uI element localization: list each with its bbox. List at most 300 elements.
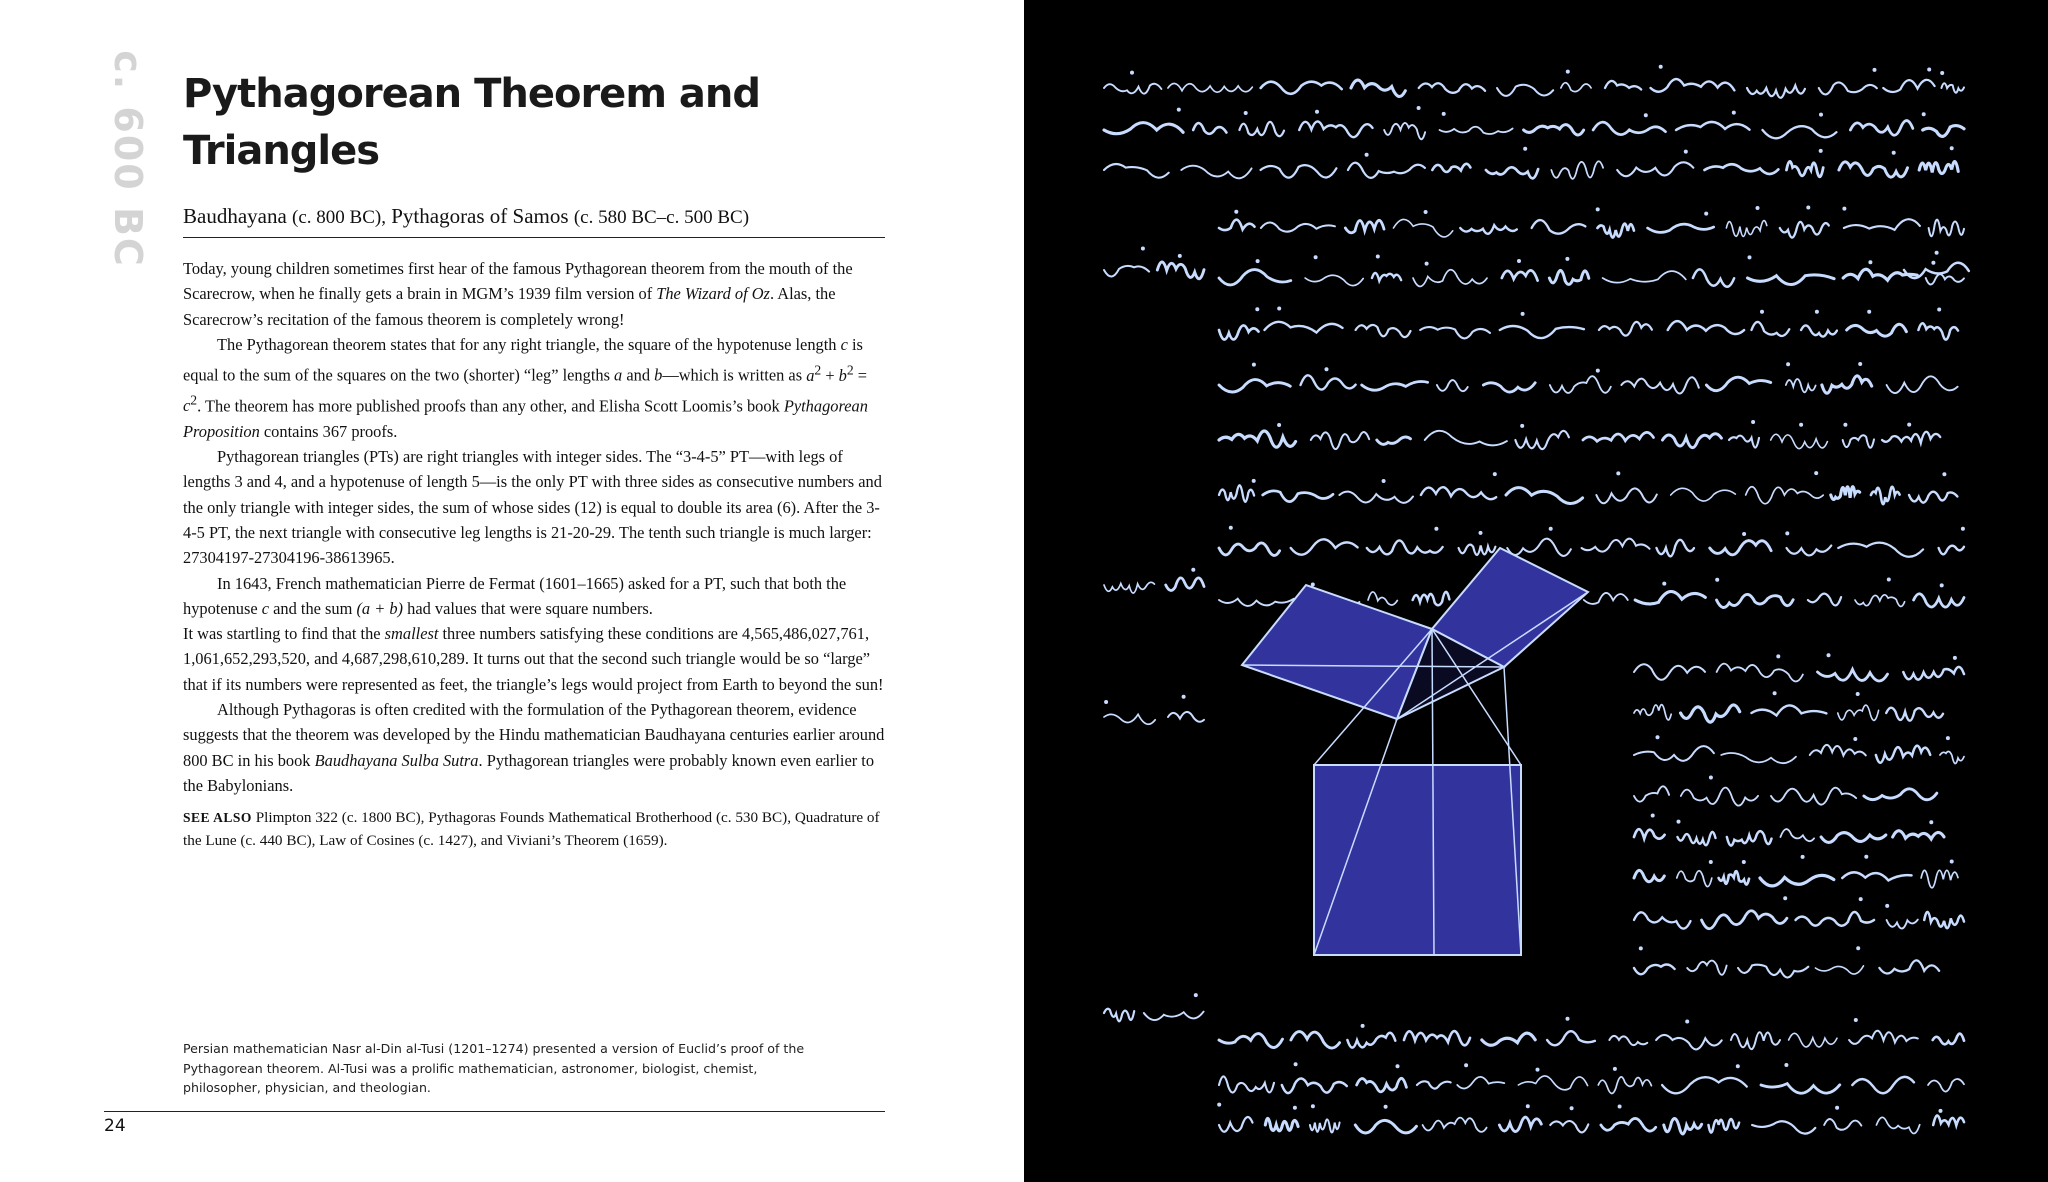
eq-b: b bbox=[838, 365, 847, 385]
script-stroke bbox=[1721, 753, 1796, 763]
script-stroke bbox=[1677, 832, 1715, 845]
script-stroke bbox=[1926, 274, 1964, 284]
text-run: . Alas, the Scarecrow’s recitation of the famous theorem is completely wrong! bbox=[183, 284, 836, 329]
script-dot bbox=[1842, 207, 1846, 211]
script-stroke bbox=[1356, 325, 1411, 337]
script-stroke bbox=[1819, 82, 1877, 94]
script-stroke bbox=[1843, 435, 1874, 448]
script-dot bbox=[1526, 1104, 1530, 1108]
script-stroke bbox=[1719, 871, 1749, 884]
script-dot bbox=[1277, 423, 1281, 427]
script-dot bbox=[1566, 70, 1570, 74]
script-dot bbox=[1684, 150, 1688, 154]
page-title bbox=[183, 66, 823, 180]
script-stroke bbox=[1752, 1121, 1815, 1133]
script-dot bbox=[1182, 695, 1186, 699]
script-stroke bbox=[1104, 123, 1183, 134]
script-stroke bbox=[1914, 594, 1964, 607]
script-stroke bbox=[1261, 82, 1342, 94]
script-stroke bbox=[1459, 545, 1496, 555]
text-run: had values that were square numbers. bbox=[403, 598, 653, 618]
script-stroke bbox=[1593, 122, 1665, 134]
script-stroke bbox=[1351, 80, 1405, 96]
text-run: The Pythagorean theorem states that for any right triangle, the square of the hypotenuse length bbox=[217, 334, 841, 354]
script-stroke bbox=[1850, 121, 1912, 136]
film-title: The Wizard of Oz bbox=[656, 284, 770, 304]
script-stroke bbox=[1831, 487, 1860, 500]
script-dot bbox=[1662, 582, 1666, 586]
script-stroke bbox=[1929, 220, 1964, 237]
script-stroke bbox=[1483, 383, 1535, 392]
script-dot bbox=[1931, 261, 1935, 265]
script-dot bbox=[1799, 423, 1803, 427]
attribution bbox=[183, 204, 883, 229]
script-stroke bbox=[1372, 273, 1401, 281]
script-stroke bbox=[1634, 870, 1664, 881]
script-stroke bbox=[1193, 123, 1226, 134]
script-stroke bbox=[1810, 745, 1866, 756]
person-2-name: Pythagoras of Samos bbox=[391, 204, 569, 228]
script-stroke bbox=[1923, 126, 1964, 137]
text-run: . Pythagorean triangles were probably known even earlier to the Babylonians. bbox=[183, 750, 875, 795]
script-dot bbox=[1892, 151, 1896, 155]
script-dot bbox=[1425, 262, 1429, 266]
script-dot bbox=[1736, 1064, 1740, 1068]
script-dot bbox=[1596, 207, 1600, 211]
script-stroke bbox=[1339, 492, 1413, 503]
script-dot bbox=[1704, 212, 1708, 216]
script-stroke bbox=[1355, 1120, 1416, 1133]
script-stroke bbox=[1656, 1035, 1722, 1049]
script-dot bbox=[1256, 259, 1260, 263]
script-stroke bbox=[1671, 488, 1736, 501]
script-stroke bbox=[1437, 380, 1468, 391]
script-dot bbox=[1194, 993, 1198, 997]
emphasis: smallest bbox=[384, 624, 439, 644]
script-dot bbox=[1715, 578, 1719, 582]
script-dot bbox=[1479, 531, 1483, 535]
script-stroke bbox=[1933, 1034, 1964, 1045]
script-stroke bbox=[1706, 377, 1770, 390]
script-dot bbox=[1417, 106, 1421, 110]
script-dot bbox=[1234, 210, 1238, 214]
math-var-c: c bbox=[840, 334, 848, 354]
script-stroke bbox=[1104, 1009, 1134, 1022]
math-var-a: a bbox=[614, 365, 623, 385]
script-stroke bbox=[1239, 122, 1284, 136]
script-dot bbox=[1396, 1064, 1400, 1068]
script-dot bbox=[1873, 68, 1877, 72]
script-stroke bbox=[1311, 432, 1369, 449]
script-stroke bbox=[1104, 84, 1161, 94]
script-stroke bbox=[1838, 543, 1923, 557]
script-dot bbox=[1709, 860, 1713, 864]
script-stroke bbox=[1219, 270, 1291, 285]
script-dot bbox=[1950, 860, 1954, 864]
script-stroke bbox=[1634, 964, 1675, 974]
script-dot bbox=[1191, 568, 1195, 572]
script-stroke bbox=[1104, 266, 1149, 277]
text-run: Although Pythagoras is often credited with the formulation of the Pythagorean theorem, evidence suggests that the theorem was developed by the Hindu mathematician Baudhayana centuries earlier around 800 BC in his book bbox=[183, 699, 885, 770]
page-number: 24 bbox=[104, 1116, 126, 1136]
script-stroke bbox=[1583, 432, 1654, 441]
script-stroke bbox=[1708, 1119, 1739, 1132]
script-dot bbox=[1255, 307, 1259, 311]
chapter-date: c. 600 BC bbox=[106, 50, 150, 268]
script-stroke bbox=[1157, 262, 1204, 279]
person-1-name: Baudhayana bbox=[183, 204, 287, 228]
script-stroke bbox=[1634, 912, 1691, 928]
script-dot bbox=[1549, 527, 1553, 531]
script-stroke bbox=[1420, 327, 1490, 338]
script-stroke bbox=[1305, 275, 1363, 285]
text-run: Today, young children sometimes first hear of the famous Pythagorean theorem from the mouth of the Scarecrow, when he finally gets a brain in MGM’s 1939 film version of bbox=[183, 259, 853, 304]
script-dot bbox=[1656, 735, 1660, 739]
script-stroke bbox=[1747, 275, 1834, 285]
script-stroke bbox=[1710, 541, 1771, 555]
script-stroke bbox=[1440, 127, 1513, 134]
script-stroke bbox=[1771, 788, 1856, 805]
script-dot bbox=[1644, 113, 1648, 117]
script-stroke bbox=[1648, 224, 1714, 232]
script-dot bbox=[1748, 255, 1752, 259]
script-dot bbox=[1953, 656, 1957, 660]
script-dot bbox=[1493, 472, 1497, 476]
script-stroke bbox=[1746, 487, 1823, 504]
math-var-b: b bbox=[654, 365, 663, 385]
script-dot bbox=[1382, 479, 1386, 483]
math-sum: (a + b) bbox=[356, 598, 404, 618]
script-stroke bbox=[1621, 377, 1698, 393]
script-stroke bbox=[1796, 912, 1874, 926]
math-var-c: c bbox=[261, 598, 270, 618]
script-stroke bbox=[1219, 1117, 1253, 1132]
script-stroke bbox=[1457, 1077, 1504, 1089]
script-dot bbox=[1776, 654, 1780, 658]
script-dot bbox=[1677, 820, 1681, 824]
script-dot bbox=[1523, 147, 1527, 151]
script-dot bbox=[1311, 1104, 1315, 1108]
script-dot bbox=[1867, 310, 1871, 314]
script-dot bbox=[1294, 1062, 1298, 1066]
script-stroke bbox=[1515, 431, 1569, 449]
script-stroke bbox=[1634, 705, 1671, 720]
script-stroke bbox=[1291, 539, 1358, 554]
script-stroke bbox=[1879, 960, 1939, 973]
script-stroke bbox=[1787, 546, 1832, 556]
script-stroke bbox=[1883, 80, 1934, 92]
script-dot bbox=[1783, 896, 1787, 900]
script-stroke bbox=[1261, 222, 1335, 231]
script-dot bbox=[1853, 737, 1857, 741]
script-dot bbox=[1751, 420, 1755, 424]
script-dot bbox=[1613, 1067, 1617, 1071]
script-dot bbox=[1814, 471, 1818, 475]
see-also-label: SEE ALSO bbox=[183, 810, 252, 826]
script-stroke bbox=[1909, 492, 1957, 503]
script-stroke bbox=[1423, 1118, 1487, 1132]
script-dot bbox=[1565, 257, 1569, 261]
script-dot bbox=[1424, 210, 1428, 214]
script-stroke bbox=[1918, 323, 1958, 339]
footer-rule bbox=[104, 1111, 885, 1112]
script-dot bbox=[1942, 472, 1946, 476]
script-stroke bbox=[1549, 270, 1588, 284]
script-dot bbox=[1885, 904, 1889, 908]
script-stroke bbox=[1656, 540, 1694, 557]
script-stroke bbox=[1903, 667, 1964, 680]
script-stroke bbox=[1377, 437, 1411, 444]
script-dot bbox=[1434, 527, 1438, 531]
script-stroke bbox=[1761, 1084, 1840, 1094]
script-dot bbox=[1843, 423, 1847, 427]
script-stroke bbox=[1609, 1036, 1647, 1045]
paragraph-1 bbox=[183, 256, 885, 332]
script-dot bbox=[1929, 820, 1933, 824]
script-stroke bbox=[1584, 593, 1628, 604]
script-dot bbox=[1177, 108, 1181, 112]
script-stroke bbox=[1432, 164, 1470, 172]
script-stroke bbox=[1299, 121, 1372, 137]
script-stroke bbox=[1815, 966, 1863, 974]
script-dot bbox=[1521, 312, 1525, 316]
hypotenuse-square bbox=[1314, 765, 1521, 955]
script-dot bbox=[1935, 251, 1939, 255]
script-stroke bbox=[1876, 1117, 1919, 1133]
script-stroke bbox=[1599, 322, 1652, 336]
script-stroke bbox=[1547, 1031, 1595, 1045]
script-stroke bbox=[1261, 165, 1337, 177]
script-dot bbox=[1217, 1103, 1221, 1107]
script-stroke bbox=[1500, 326, 1584, 338]
script-stroke bbox=[1219, 220, 1255, 230]
script-dot bbox=[1732, 111, 1736, 115]
script-dot bbox=[1815, 310, 1819, 314]
script-stroke bbox=[1702, 911, 1787, 929]
script-dot bbox=[1570, 1106, 1574, 1110]
script-stroke bbox=[1219, 380, 1290, 392]
script-dot bbox=[1229, 526, 1233, 530]
manuscript-illustration bbox=[1024, 0, 2048, 1182]
script-stroke bbox=[1499, 1117, 1541, 1131]
script-stroke bbox=[1664, 1118, 1702, 1133]
script-stroke bbox=[1597, 224, 1633, 238]
pythagorean-proof-diagram bbox=[1242, 548, 1588, 955]
paragraph-3: Pythagorean triangles (PTs) are right triangles with integer sides. The “3-4-5” PT—with legs of lengths 3 and 4, and a hypotenuse of length 5—is the only PT with three sides as consecutive numbers and the only triangle with integer sides, the sum of whose sides (12) is equal to double its area (6). After the 3-4-5 PT, the next triangle with consecutive leg lengths is 21-20-29. The tenth such triangle is much larger: 27304197-27304196-38613965. bbox=[183, 447, 882, 568]
text-run: In 1643, French mathematician Pierre de Fermat (1601–1665) asked for a PT, such that both the hypotenuse bbox=[183, 573, 847, 618]
script-stroke bbox=[1871, 487, 1900, 504]
script-dot bbox=[1819, 113, 1823, 117]
script-stroke bbox=[1310, 1119, 1340, 1132]
script-dot bbox=[1940, 71, 1944, 75]
script-stroke bbox=[1425, 431, 1507, 446]
script-dot bbox=[1252, 479, 1256, 483]
script-dot bbox=[1858, 362, 1862, 366]
script-stroke bbox=[1747, 86, 1805, 98]
paragraph-5 bbox=[183, 621, 885, 697]
title-line-2: Triangles bbox=[183, 128, 380, 174]
script-stroke bbox=[1676, 122, 1749, 130]
script-stroke bbox=[1855, 595, 1905, 607]
eq-c: c bbox=[183, 396, 191, 416]
script-stroke bbox=[1605, 81, 1641, 90]
script-stroke bbox=[1417, 1081, 1451, 1088]
script-stroke bbox=[1550, 1121, 1588, 1132]
script-stroke bbox=[1181, 166, 1251, 179]
script-stroke bbox=[1786, 161, 1823, 176]
script-stroke bbox=[1168, 83, 1252, 92]
script-dot bbox=[1742, 860, 1746, 864]
script-stroke bbox=[1460, 225, 1517, 234]
script-dot bbox=[1819, 149, 1823, 153]
script-dot bbox=[1596, 369, 1600, 373]
script-dot bbox=[1827, 653, 1831, 657]
script-stroke bbox=[1368, 592, 1397, 605]
script-stroke bbox=[1771, 434, 1828, 448]
script-stroke bbox=[1681, 788, 1758, 806]
script-dot bbox=[1950, 146, 1954, 150]
script-stroke bbox=[1852, 1077, 1914, 1093]
script-dot bbox=[1927, 68, 1931, 72]
script-stroke bbox=[1821, 833, 1886, 843]
script-stroke bbox=[1824, 1119, 1861, 1130]
script-dot bbox=[1651, 814, 1655, 818]
script-stroke bbox=[1166, 578, 1204, 591]
script-stroke bbox=[1847, 324, 1907, 336]
see-also bbox=[183, 807, 885, 852]
script-stroke bbox=[1808, 594, 1841, 606]
script-dot bbox=[1178, 254, 1182, 258]
script-dot bbox=[1639, 946, 1643, 950]
script-dot bbox=[1854, 1018, 1858, 1022]
script-stroke bbox=[1168, 712, 1204, 722]
script-stroke bbox=[1864, 789, 1937, 800]
book-title: Baudhayana Sulba Sutra bbox=[314, 750, 479, 770]
script-stroke bbox=[1550, 376, 1611, 393]
script-stroke bbox=[1219, 485, 1254, 502]
script-stroke bbox=[1291, 1032, 1340, 1048]
script-stroke bbox=[1357, 1078, 1407, 1092]
script-stroke bbox=[1104, 164, 1169, 178]
book-title: Pythagorean Proposition bbox=[183, 396, 868, 441]
script-dot bbox=[1961, 527, 1965, 531]
script-stroke bbox=[1751, 322, 1789, 336]
script-dot bbox=[1442, 112, 1446, 116]
script-stroke bbox=[1301, 375, 1356, 389]
script-stroke bbox=[1818, 669, 1888, 681]
script-stroke bbox=[1762, 126, 1836, 138]
script-stroke bbox=[1219, 543, 1280, 556]
script-dot bbox=[1742, 532, 1746, 536]
script-stroke bbox=[1634, 664, 1705, 680]
script-stroke bbox=[1940, 751, 1964, 763]
script-dot bbox=[1784, 1063, 1788, 1067]
script-dot bbox=[1856, 692, 1860, 696]
script-dot bbox=[1384, 1105, 1388, 1109]
script-stroke bbox=[1933, 1116, 1964, 1126]
script-stroke bbox=[1893, 831, 1944, 839]
eq-exp: 2 bbox=[190, 392, 198, 408]
script-stroke bbox=[1264, 322, 1342, 333]
script-stroke bbox=[1524, 125, 1584, 135]
script-dot bbox=[1786, 362, 1790, 366]
script-dot bbox=[1536, 1068, 1540, 1072]
script-stroke bbox=[1693, 269, 1734, 286]
script-stroke bbox=[1532, 220, 1586, 234]
script-dot bbox=[1618, 1105, 1622, 1109]
script-stroke bbox=[1598, 1077, 1651, 1094]
script-dot bbox=[1314, 255, 1318, 259]
script-dot bbox=[1946, 736, 1950, 740]
script-stroke bbox=[1662, 1077, 1747, 1093]
script-stroke bbox=[1482, 1033, 1535, 1045]
script-stroke bbox=[1887, 920, 1918, 929]
script-stroke bbox=[1677, 871, 1712, 887]
script-stroke bbox=[1760, 875, 1834, 886]
script-dot bbox=[1773, 691, 1777, 695]
script-stroke bbox=[1729, 436, 1759, 448]
script-dot bbox=[1130, 71, 1134, 75]
script-dot bbox=[1252, 363, 1256, 367]
script-dot bbox=[1566, 1017, 1570, 1021]
script-stroke bbox=[1876, 746, 1930, 763]
script-stroke bbox=[1263, 491, 1333, 502]
script-dot bbox=[1616, 471, 1620, 475]
script-stroke bbox=[1924, 912, 1964, 928]
script-dot bbox=[1709, 776, 1713, 780]
script-dot bbox=[1365, 153, 1369, 157]
script-stroke bbox=[1919, 162, 1958, 174]
script-dot bbox=[1376, 255, 1380, 259]
script-stroke bbox=[1801, 325, 1837, 336]
title-line-1: Pythagorean Theorem and bbox=[183, 71, 761, 117]
script-dot bbox=[1104, 700, 1108, 704]
script-stroke bbox=[1345, 220, 1384, 232]
eq-plus: + bbox=[821, 365, 839, 385]
script-dot bbox=[1801, 855, 1805, 859]
script-stroke bbox=[1506, 488, 1583, 504]
script-stroke bbox=[1384, 123, 1425, 139]
script-stroke bbox=[1421, 487, 1496, 499]
script-stroke bbox=[1393, 219, 1452, 236]
script-stroke bbox=[1780, 222, 1829, 238]
script-stroke bbox=[1717, 664, 1803, 682]
script-dot bbox=[1868, 260, 1872, 264]
script-stroke bbox=[1886, 708, 1943, 721]
script-stroke bbox=[1882, 432, 1940, 443]
script-dot bbox=[1293, 1106, 1297, 1110]
script-stroke bbox=[1921, 870, 1958, 888]
script-stroke bbox=[1601, 1118, 1656, 1131]
script-stroke bbox=[1651, 79, 1735, 92]
script-dot bbox=[1520, 424, 1524, 428]
script-dot bbox=[1315, 110, 1319, 114]
script-stroke bbox=[1705, 164, 1779, 174]
script-stroke bbox=[1518, 1076, 1587, 1090]
script-stroke bbox=[1404, 1031, 1470, 1045]
script-stroke bbox=[1104, 714, 1155, 724]
script-dot bbox=[1922, 112, 1926, 116]
text-run: is equal to the sum of the squares on the two (shorter) “leg” lengths bbox=[183, 334, 863, 385]
see-also-text: Plimpton 322 (c. 1800 BC), Pythagoras Founds Mathematical Brotherhood (c. 530 BC), Quadrature of the Lune (c. 440 BC), Law of Cosines (c. 1427), and Viviani’s Theorem (1659). bbox=[183, 809, 880, 849]
script-stroke bbox=[1687, 961, 1726, 975]
script-stroke bbox=[1941, 83, 1964, 92]
script-stroke bbox=[1219, 1034, 1283, 1048]
script-stroke bbox=[1634, 746, 1714, 761]
script-dot bbox=[1244, 111, 1248, 115]
script-stroke bbox=[1634, 829, 1665, 839]
script-stroke bbox=[1928, 1079, 1964, 1092]
